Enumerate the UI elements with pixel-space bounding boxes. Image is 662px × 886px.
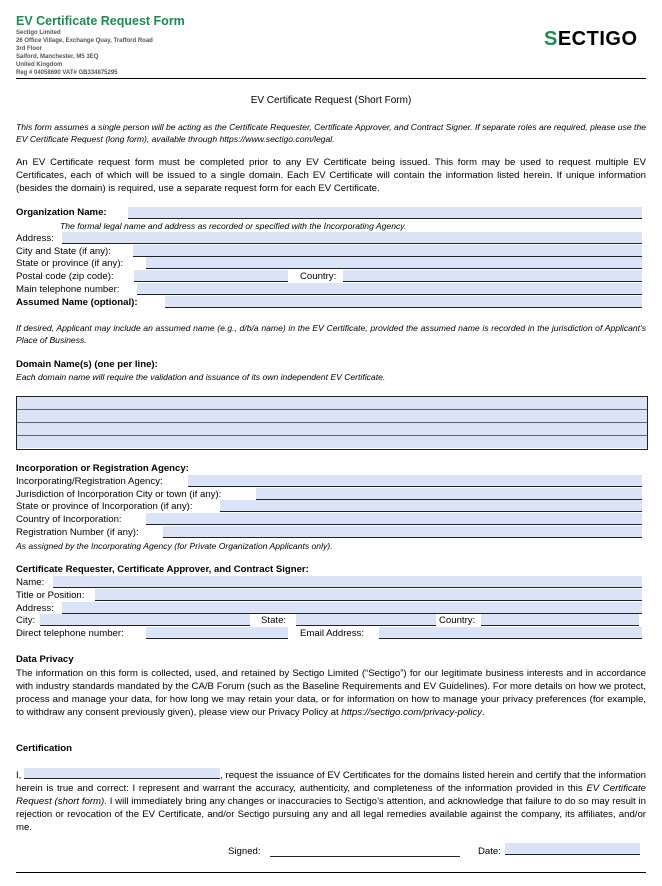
- privacy-body: The information on this form is collected, used, and retained by Sectigo Limited (“Sectigo”) for our legitimate business interests and in accordance with industry standards mandated by the CA/B Forum (such as the Baseline Requirements and EV Guidelines). For more details on how we protect, process and manage your data, for how long we may retain your data, or for information on how to manage your privacy preferences (for example, to withdraw any consent previously given), please view our Privacy Policy at: [16, 668, 646, 718]
- req-city-field[interactable]: [40, 614, 250, 626]
- address-line: United Kingdom: [16, 62, 63, 68]
- req-country-label: Country:: [439, 615, 476, 626]
- address-line: Reg # 04058690 VAT# GB334875295: [16, 70, 118, 76]
- agency-field[interactable]: [188, 475, 642, 487]
- state-province-field[interactable]: [146, 257, 642, 269]
- domain-row[interactable]: [17, 423, 647, 436]
- req-phone-field[interactable]: [146, 627, 288, 639]
- privacy-text: [16, 667, 646, 719]
- domain-row[interactable]: [17, 410, 647, 423]
- req-state-label: State:: [261, 615, 287, 626]
- company-address: [16, 29, 153, 77]
- domain-row[interactable]: [17, 436, 647, 448]
- main-phone-label: Main telephone number:: [16, 284, 120, 295]
- agency-label: Incorporating/Registration Agency:: [16, 476, 163, 487]
- jurisdiction-label: Jurisdiction of Incorporation City or town (if any):: [16, 489, 222, 500]
- jurisdiction-field[interactable]: [256, 488, 642, 500]
- cert-text-b: . I will immediately bring any changes or inaccuracies to Sectigo’s attention, and acknowledge that failure to do so may result in rejection or revocation of the EV Certificate, and/or Sectigo pursuing any and all legal remedies available against the company, its affiliates, and/or me.: [16, 796, 646, 833]
- cert-form-ref: EV Certificate Request (short form): [16, 783, 646, 807]
- req-state-field[interactable]: [296, 614, 436, 626]
- reg-number-field[interactable]: [163, 526, 642, 538]
- req-country-field[interactable]: [481, 614, 639, 626]
- req-name-label: Name:: [16, 577, 45, 588]
- domains-note: Each domain name will require the validation and issuance of its own independent EV Certificate.: [16, 372, 386, 382]
- state-province-label: State or province (if any):: [16, 258, 124, 269]
- domain-row[interactable]: [17, 397, 647, 410]
- logo-rest: ECTIGO: [557, 28, 638, 50]
- certification-heading: Certification: [16, 743, 72, 754]
- address-line: Salford, Manchester, M5 3EQ: [16, 54, 99, 60]
- signature-line[interactable]: [270, 856, 460, 857]
- reg-number-note: As assigned by the Incorporating Agency (for Private Organization Applicants only).: [16, 541, 333, 551]
- privacy-heading: Data Privacy: [16, 654, 74, 665]
- main-phone-field[interactable]: [137, 283, 642, 295]
- form-title: EV Certificate Request (Short Form): [250, 95, 412, 106]
- domain-names-box: [16, 396, 648, 450]
- address-label: Address:: [16, 233, 54, 244]
- req-title-field[interactable]: [95, 589, 642, 601]
- assumed-name-field[interactable]: [165, 296, 642, 308]
- domains-heading: Domain Name(s) (one per line):: [16, 359, 158, 370]
- logo-s: S: [544, 28, 558, 50]
- intro-paragraph: An EV Certificate request form must be completed prior to any EV Certificate being issued. This form may be used to request multiple EV Certificates, each of which will be issued to a single domain. Each EV Certificate will contain the information listed herein. If unique information (besides the domain) is required, use a separate request form for each EV Certificate.: [16, 157, 646, 194]
- inc-state-field[interactable]: [220, 500, 642, 512]
- signed-label: Signed:: [228, 846, 261, 857]
- req-title-label: Title or Position:: [16, 590, 85, 601]
- req-email-field[interactable]: [379, 627, 642, 639]
- postal-code-field[interactable]: [134, 270, 288, 282]
- form-header-title: EV Certificate Request Form: [16, 14, 185, 28]
- date-label: Date:: [478, 846, 501, 857]
- footer-divider: [16, 872, 646, 873]
- req-city-label: City:: [16, 615, 36, 626]
- intro-note: This form assumes a single person will be acting as the Certificate Requester, Certificate Approver, and Contract Signer. If separate roles are required, please use the EV Certificate Request (long form), available through https://www.sectigo.com/legal.: [16, 122, 646, 144]
- org-name-note: The formal legal name and address as recorded or specified with the Incorporating Agency.: [60, 221, 407, 231]
- city-state-label: City and State (if any):: [16, 246, 111, 257]
- req-address-field[interactable]: [62, 602, 642, 614]
- req-address-label: Address:: [16, 603, 54, 614]
- privacy-end: .: [482, 707, 485, 718]
- cert-text-a: , request the issuance of EV Certificates for the domains listed herein and certify that the information herein is true and correct: I represent and warrant the accuracy, authenticity, and completeness of the information provided in this: [16, 770, 647, 794]
- inc-country-label: Country of Incorporation:: [16, 514, 122, 525]
- country-label: Country:: [300, 271, 337, 282]
- inc-country-field[interactable]: [146, 513, 642, 525]
- certification-text: [16, 768, 646, 834]
- cert-name-field[interactable]: [24, 768, 220, 779]
- address-line: 26 Office Village, Exchange Quay, Trafford Road: [16, 38, 153, 44]
- cert-i: I,: [16, 770, 22, 781]
- assumed-name-note: If desired, Applicant may include an assumed name (e.g., d/b/a name) in the EV Certificate, provided the assumed name is recorded in the jurisdiction of Applicant's Place of Business.: [16, 323, 646, 345]
- org-name-field[interactable]: [128, 207, 642, 219]
- agency-heading: Incorporation or Registration Agency:: [16, 463, 189, 474]
- date-field[interactable]: [505, 843, 640, 855]
- sectigo-logo: [544, 28, 638, 51]
- privacy-policy-link[interactable]: https://sectigo.com/privacy-policy: [341, 707, 483, 718]
- assumed-name-label: Assumed Name (optional):: [16, 297, 138, 308]
- reg-number-label: Registration Number (if any):: [16, 527, 139, 538]
- city-state-field[interactable]: [133, 245, 642, 257]
- header-divider: [16, 78, 646, 79]
- req-name-field[interactable]: [53, 576, 642, 588]
- address-field[interactable]: [62, 232, 642, 244]
- req-email-label: Email Address:: [300, 628, 364, 639]
- address-line: Sectigo Limited: [16, 30, 61, 36]
- address-line: 3rd Floor: [16, 46, 43, 52]
- postal-code-label: Postal code (zip code):: [16, 271, 114, 282]
- country-field[interactable]: [343, 270, 642, 282]
- req-phone-label: Direct telephone number:: [16, 628, 124, 639]
- org-name-label: Organization Name:: [16, 207, 107, 218]
- inc-state-label: State or province of Incorporation (if any):: [16, 501, 193, 512]
- requester-heading: Certificate Requester, Certificate Approver, and Contract Signer:: [16, 564, 309, 575]
